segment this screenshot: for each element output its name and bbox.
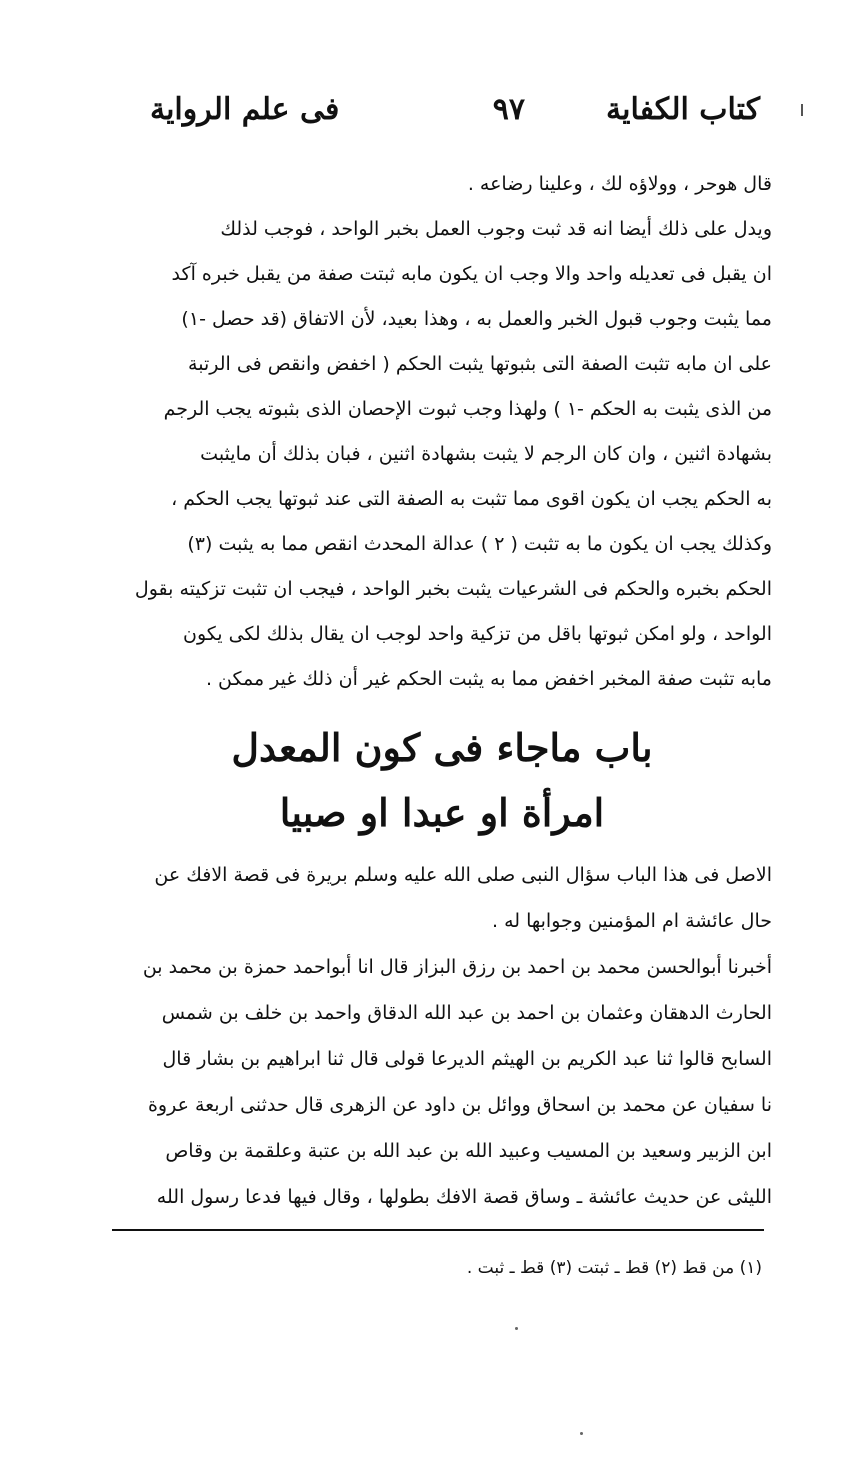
header-page-number: ٩٧: [492, 92, 525, 127]
scan-speck: [515, 1327, 518, 1330]
chapter-title-line2: امرأة او عبدا او صبيا: [279, 790, 605, 835]
text-line: بشهادة اثنين ، وان كان الرجم لا يثبت بشهادة اثنين ، فبان بذلك أن مايثبت: [200, 443, 772, 465]
text-line: الليثى عن حديث عائشة ـ وساق قصة الافك بطولها ، وقال فيها فدعا رسول الله: [156, 1186, 772, 1208]
main-text: [112, 162, 772, 702]
text-line: وكذلك يجب ان يكون ما به تثبت ( ٢ ) عدالة المحدث انقص مما به يثبت (٣): [187, 533, 772, 555]
text-line: قال هوحر ، وولاؤه لك ، وعلينا رضاعه .: [467, 173, 772, 195]
text-line: أخبرنا أبوالحسن محمد بن احمد بن رزق البزاز قال انا أبواحمد حمزة بن محمد بن: [142, 956, 772, 978]
text-line: به الحكم يجب ان يكون اقوى مما تثبت به الصفة التى عند ثبوتها يجب الحكم ،: [171, 488, 772, 510]
text-line: مما يثبت وجوب قبول الخبر والعمل به ، وهذا بعيد، لأن الاتفاق (قد حصل -١): [181, 308, 772, 330]
text-line: من الذى يثبت به الحكم -١ ) ولهذا وجب ثبوت الإحصان الذى بثبوته يجب الرجم: [163, 398, 772, 420]
text-line: حال عائشة ام المؤمنين وجوابها له .: [491, 910, 772, 932]
text-line: على ان مابه تثبت الصفة التى بثبوتها يثبت الحكم ( اخفض وانقص فى الرتبة: [188, 353, 772, 375]
text-line: ان يقبل فى تعديله واحد والا وجب ان يكون مابه ثبتت صفة من يقبل خبره آكد: [171, 263, 772, 285]
text-line: الواحد ، ولو امكن ثبوتها باقل من تزكية واحد لوجب ان يقال بذلك لكى يكون: [183, 623, 772, 645]
chapter-title-line1: باب ماجاء فى كون المعدل: [231, 725, 653, 770]
header-book-title: كتاب الكفاية: [606, 92, 760, 127]
chapter-text: [112, 852, 772, 1220]
scan-speck: [580, 1432, 583, 1435]
text-line: الاصل فى هذا الباب سؤال النبى صلى الله عليه وسلم بريرة فى قصة الافك عن: [154, 864, 772, 886]
text-line: نا سفيان عن محمد بن اسحاق ووائل بن داود عن الزهرى قال حدثنى اربعة عروة: [147, 1094, 772, 1116]
text-line: مابه تثبت صفة المخبر اخفض مما به يثبت الحكم غير أن ذلك غير ممكن .: [205, 668, 772, 690]
header-subject: فى علم الرواية: [150, 92, 340, 127]
footnote: (١) من قط (٢) قط ـ ثبتت (٣) قط ـ ثبت .: [466, 1258, 762, 1278]
footnote-rule: [112, 1229, 764, 1231]
text-line: ابن الزبير وسعيد بن المسيب وعبيد الله بن عبد الله بن عتبة وعلقمة بن وقاص: [165, 1140, 772, 1162]
text-line: الحكم بخبره والحكم فى الشرعيات يثبت بخبر الواحد ، فيجب ان تثبت تزكيته بقول: [134, 578, 772, 600]
running-header: [150, 92, 760, 142]
margin-mark: [801, 104, 803, 116]
text-line: ويدل على ذلك أيضا انه قد ثبت وجوب العمل بخبر الواحد ، فوجب لذلك: [220, 218, 772, 240]
text-line: السابح قالوا ثنا عبد الكريم بن الهيثم الديرعا قولى قال ثنا ابراهيم بن بشار قال: [162, 1048, 772, 1070]
text-line: الحارث الدهقان وعثمان بن احمد بن عبد الله الدقاق واحمد بن خلف بن شمس: [161, 1002, 772, 1024]
